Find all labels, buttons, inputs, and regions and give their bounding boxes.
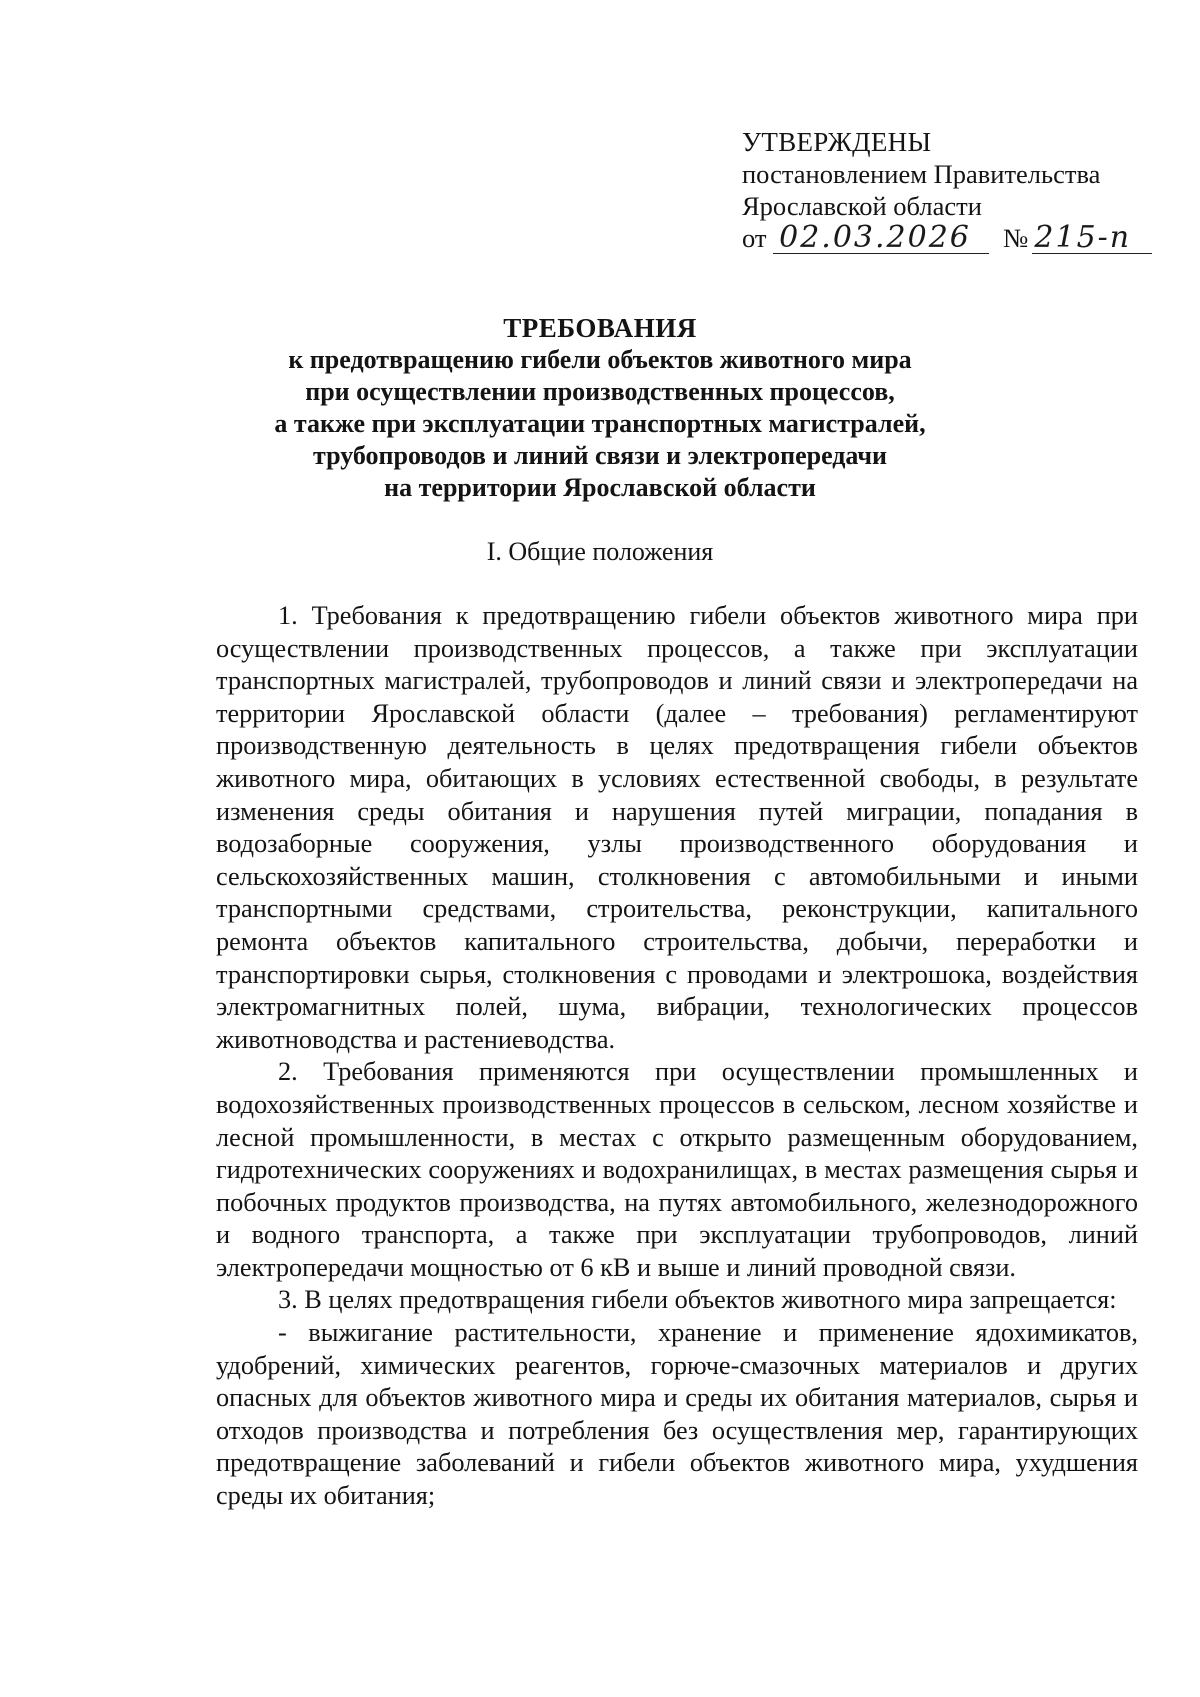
title-line-1: к предотвращению гибели объектов животного мира <box>288 345 912 374</box>
document-body <box>216 600 1138 1513</box>
paragraph-1: 1. Требования к предотвращению гибели объектов животного мира при осуществлении производственных процессов, а также при эксплуатации транспортных магистралей, трубопроводов и линий связи и электропередачи на территории Ярославской области (далее – требования) регламентируют производственную деятельность в целях предотвращения гибели объектов животного мира, обитающих в условиях естественной свободы, в результате изменения среды обитания и нарушения путей миграции, попадания в водозаборные сооружения, узлы производственного оборудования и сельскохозяйственных машин, столкновения с автомобильными и иными транспортными средствами, строительства, реконструкции, капитального ремонта объектов капитального строительства, добычи, переработки и транспортировки сырья, столкновения с проводами и электрошока, воздействия электромагнитных полей, шума, вибрации, технологических процессов животноводства и растениеводства. <box>216 601 1138 1054</box>
approval-line-1: постановлением Правительства <box>742 159 1101 189</box>
number-sign: № <box>1003 223 1029 253</box>
title-line-3: а также при эксплуатации транспортных магистралей, <box>274 409 926 438</box>
list-item: - выжигание растительности, хранение и применение ядохимикатов, удобрений, химических реагентов, горюче-смазочных материалов и других опасных для объектов животного мира и среды их обитания материалов, сырья и отходов производства и потребления без осуществления мер, гарантирующих предотвращение заболеваний и гибели объектов животного мира, ухудшения среды их обитания; <box>216 1318 1138 1511</box>
document-title <box>200 312 1000 504</box>
paragraph-2: 2. Требования применяются при осуществлении промышленных и водохозяйственных производственных процессов в сельском, лесном хозяйстве и лесной промышленности, в местах с открыто размещенным оборудованием, гидротехнических сооружениях и водохранилищах, в местах размещения сырья и побочных продуктов производства, на путях автомобильного, железнодорожного и водного транспорта, а также при эксплуатации трубопроводов, линий электропередачи мощностью от 6 кВ и выше и линий проводной связи. <box>216 1057 1138 1282</box>
handwritten-number: 215-п <box>1032 223 1152 254</box>
handwritten-date: 02.03.2026 <box>773 223 989 254</box>
title-main: ТРЕБОВАНИЯ <box>503 313 697 343</box>
approval-block <box>742 126 1162 254</box>
title-line-4: трубопроводов и линий связи и электропередачи <box>312 441 888 470</box>
date-prefix: от <box>742 223 767 253</box>
paragraph-3: 3. В целях предотвращения гибели объектов животного мира запрещается: <box>278 1285 1117 1315</box>
title-line-2: при осуществлении производственных процессов, <box>305 377 895 406</box>
approval-date-line <box>742 222 1162 254</box>
approval-title: УТВЕРЖДЕНЫ <box>742 127 932 157</box>
section-heading: I. Общие положения <box>486 537 714 566</box>
approval-line-2: Ярославской области <box>742 191 982 221</box>
title-line-5: на территории Ярославской области <box>384 473 816 502</box>
